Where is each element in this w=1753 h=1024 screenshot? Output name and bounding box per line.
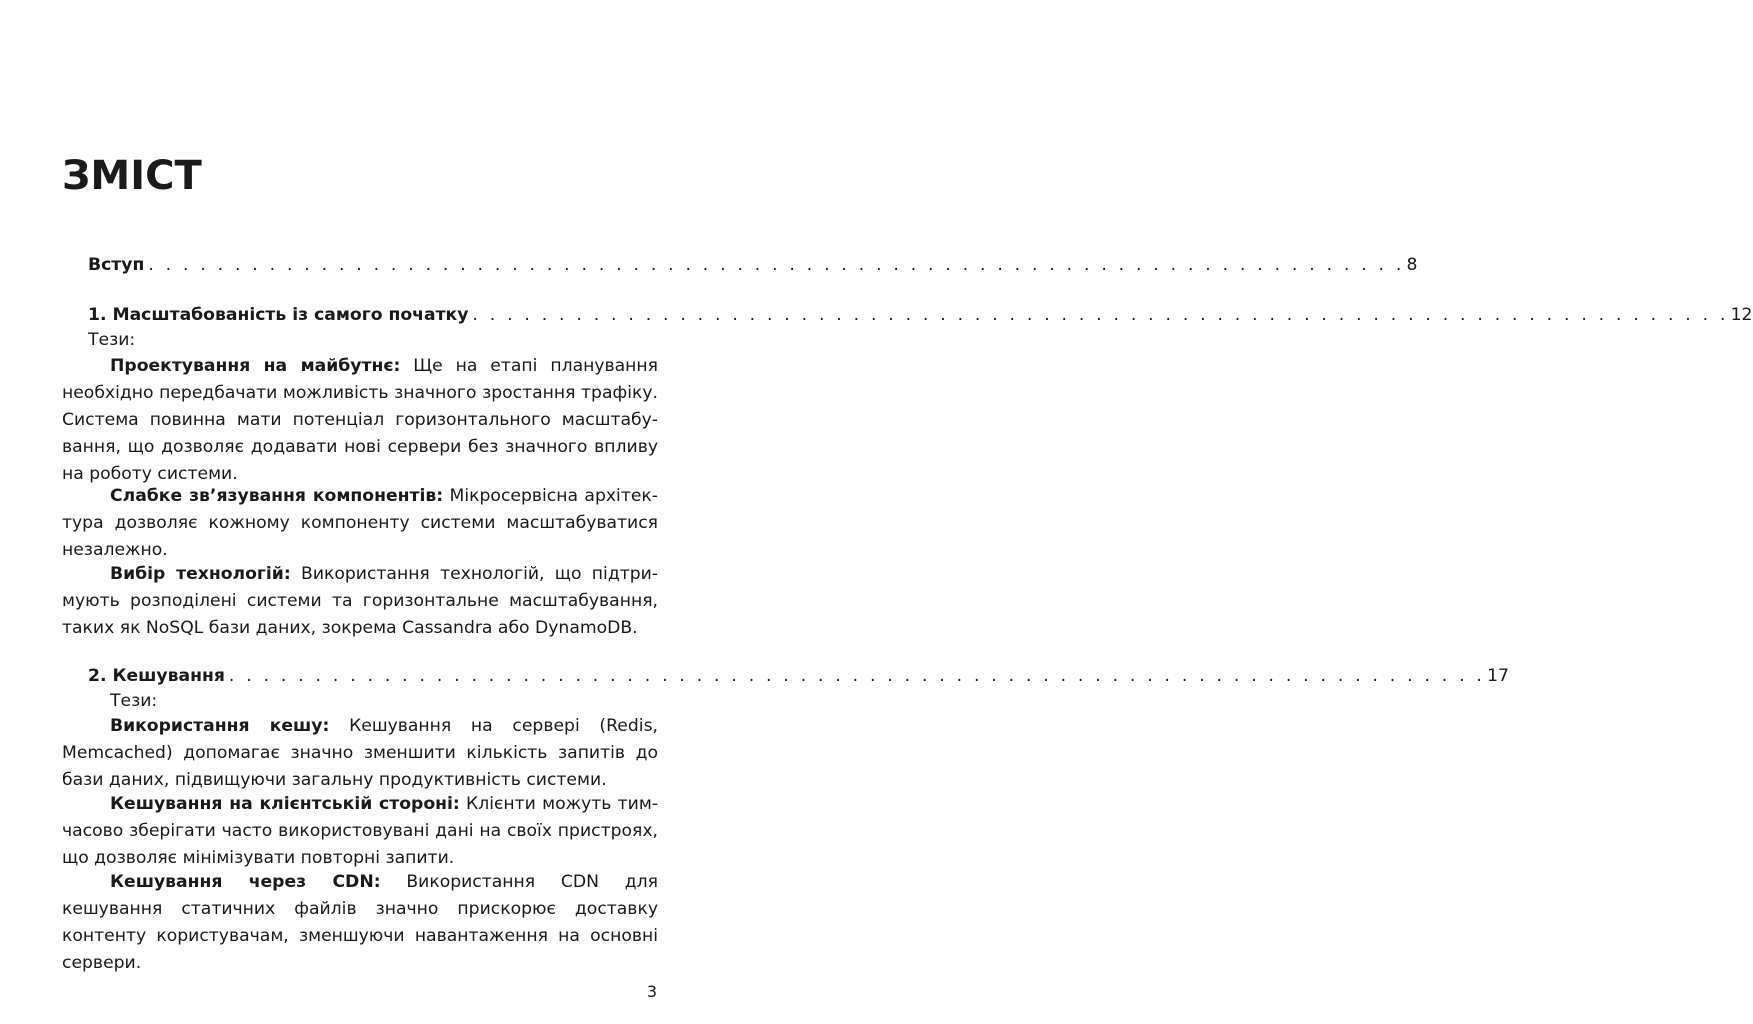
thesis-term: Кешування на клієнтській стороні:	[110, 794, 460, 814]
thesis-text: Використання технологій, що підтримують розподілені системи та горизонтальне масштабування, таких як NoSQL бази даних, зокрема Cassandra або DynamoDB.	[62, 564, 658, 638]
toc-page-number: 17	[1487, 666, 1509, 686]
toc-entry-label: 1. Масштабованість із самого початку	[88, 305, 469, 325]
thesis-paragraph	[62, 869, 658, 977]
thesis-term: Вибір технологій:	[110, 564, 291, 584]
thesis-text: Ще на етапі планування необхідно передбачати можливість значного зростання трафіку. Система повинна мати потенціал горизонтального масштабування, що дозволяє додавати нові сервери без значного впливу на роботу системи.	[62, 356, 658, 484]
toc-entry-label: 2. Кешування	[88, 666, 225, 686]
dot-leader: . . . . . . . . . . . . . . . . . . . . . . . . . . . . . . . . . . . . . . . . . . . . . . . . . . . . . . . . . . . . . . . . . . . . . . . . .	[148, 255, 1405, 275]
theses-label: Тези:	[88, 330, 136, 350]
thesis-text: Мікросервісна архітектура дозволяє кожному компоненту системи масштабуватися незалежно.	[62, 486, 658, 560]
thesis-text: Використання CDN для кешування статичних файлів значно прискорює доставку контенту користувачам, зменшуючи навантаження на основні сервери.	[62, 872, 658, 973]
thesis-paragraph	[62, 713, 658, 794]
dot-leader: . . . . . . . . . . . . . . . . . . . . . . . . . . . . . . . . . . . . . . . . . . . . . . . . . . . . . . . . . . . . . . . . . . . . . . . . .	[228, 666, 1486, 686]
thesis-text: Кешування на сервері (Redis, Memcached) допомагає значно зменшити кількість запитів до бази даних, підвищуючи загальну продуктивність системи.	[62, 716, 658, 790]
toc-entry-label: Вступ	[88, 255, 145, 275]
thesis-text: Клієнти можуть тимчасово зберігати часто використовувані дані на своїх пристроях, що дозволяє мінімізувати повторні запити.	[62, 794, 659, 868]
page-number: 3	[646, 982, 658, 1001]
thesis-term: Використання кешу:	[110, 716, 330, 736]
toc-page-number: 8	[1406, 255, 1418, 275]
thesis-term: Проектування на майбутнє:	[110, 356, 401, 376]
page-title: ЗМІСТ	[62, 153, 202, 199]
toc-entry-section-2[interactable]	[88, 662, 1509, 690]
thesis-paragraph	[62, 561, 658, 642]
toc-entry-intro[interactable]	[88, 251, 1418, 279]
thesis-paragraph	[62, 483, 658, 564]
thesis-term: Кешування через CDN:	[110, 872, 381, 892]
thesis-term: Слабке зв’язування компонентів:	[110, 486, 444, 506]
dot-leader: . . . . . . . . . . . . . . . . . . . . . . . . . . . . . . . . . . . . . . . . . . . . . . . . . . . . . . . . . . . . . . . . . . . . . . . . .	[472, 305, 1729, 325]
thesis-paragraph	[62, 353, 658, 488]
toc-page-number: 12	[1730, 305, 1753, 325]
thesis-paragraph	[62, 791, 658, 872]
toc-entry-section-1[interactable]	[88, 301, 1753, 329]
theses-label: Тези:	[110, 691, 158, 711]
